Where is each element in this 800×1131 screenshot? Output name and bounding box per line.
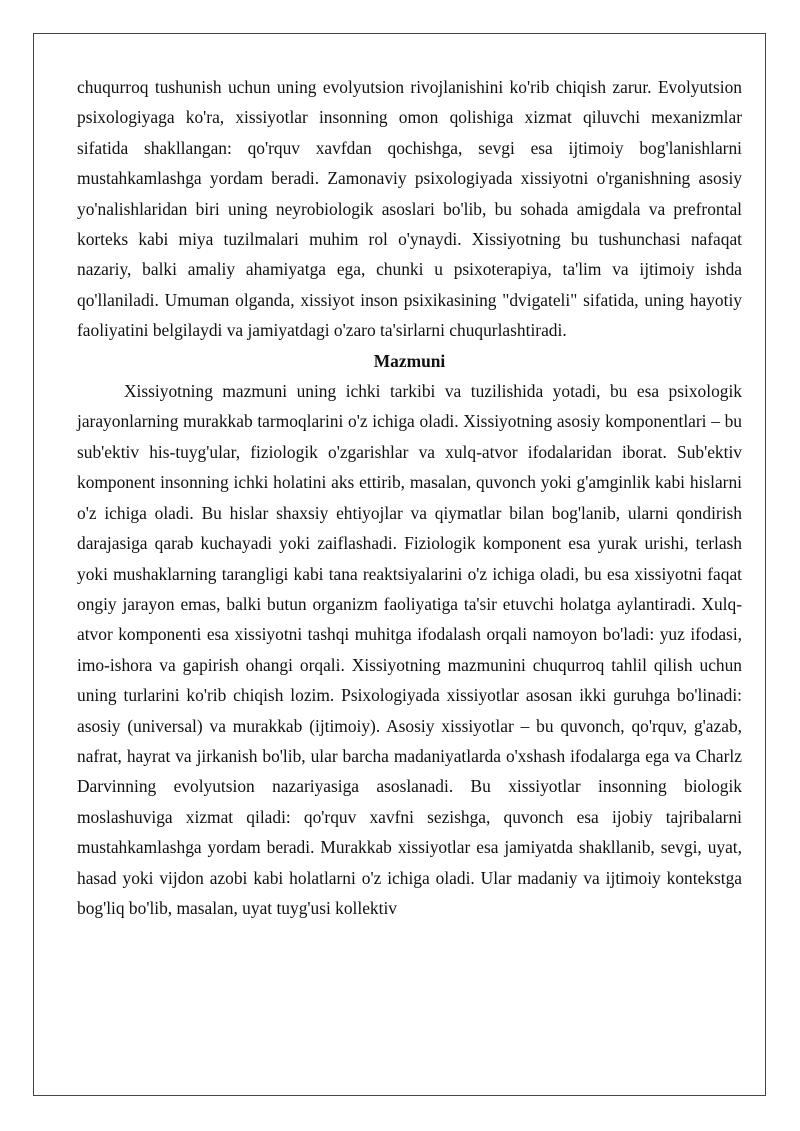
paragraph-intro-continuation: chuqurroq tushunish uchun uning evolyutsion rivojlanishini ko'rib chiqish zarur. Evolyutsion psixologiyaga ko'ra, xissiyotlar insonning omon qolishiga xizmat qiluvchi mexanizmlar sifatida shakllangan: qo'rquv xavfdan qochishga, sevgi esa ijtimoiy bog'lanishlarni mustahkamlashga yordam beradi. Zamonaviy psixologiyada xissiyotni o'rganishning asosiy yo'nalishlaridan biri uning neyrobiologik asoslari bo'lib, bu sohada amigdala va prefrontal korteks kabi miya tuzilmalari muhim rol o'ynaydi. Xissiyotning bu tushunchasi nafaqat nazariy, balki amaliy ahamiyatga ega, chunki u psixoterapiya, ta'lim va ijtimoiy ishda qo'llaniladi. Umuman olganda, xissiyot inson psixikasining "dvigateli" sifatida, uning hayotiy faoliyatini belgilaydi va jamiyatdagi o'zaro ta'sirlarni chuqurlashtiradi. (77, 77, 742, 341)
paragraph-content: Xissiyotning mazmuni uning ichki tarkibi va tuzilishida yotadi, bu esa psixologik jarayonlarning murakkab tarmoqlarini o'z ichiga oladi. Xissiyotning asosiy komponentlari – bu sub'ektiv his-tuyg'ular, fiziologik o'zgarishlar va xulq-atvor ifodalaridan iborat. Sub'ektiv komponent insonning ichki holatini aks ettirib, masalan, quvonch yoki g'amginlik kabi hislarni o'z ichiga oladi. Bu hislar shaxsiy ehtiyojlar va qiymatlar bilan bog'lanib, ularni qondirish darajasiga qarab kuchayadi yoki zaiflashadi. Fiziologik komponent esa yurak urishi, terlash yoki mushaklarning tarangligi kabi tana reaktsiyalarini o'z ichiga oladi, bu esa xissiyotni faqat ongiy jarayon emas, balki butun organizm faoliyatiga ta'sir etuvchi holatga aylantiradi. Xulq-atvor komponenti esa xissiyotni tashqi muhitga ifodalash orqali namoyon bo'ladi: yuz ifodasi, imo-ishora va gapirish ohangi orqali. Xissiyotning mazmunini chuqurroq tahlil qilish uchun uning turlarini ko'rib chiqish lozim. Psixologiyada xissiyotlar asosan ikki guruhga bo'linadi: asosiy (universal) va murakkab (ijtimoiy). Asosiy xissiyotlar – bu quvonch, qo'rquv, g'azab, nafrat, hayrat va jirkanish bo'lib, ular barcha madaniyatlarda o'xshash ifodalarga ega va Charlz Darvinning evolyutsion nazariyasiga asoslanadi. Bu xissiyotlar insonning biologik moslashuviga xizmat qiladi: qo'rquv xavfni sezishga, quvonch esa ijobiy tajribalarni mustahkamlashga yordam beradi. Murakkab xissiyotlar esa jamiyatda shakllanib, sevgi, uyat, hasad yoki vijdon azobi kabi holatlarni o'z ichiga oladi. Ular madaniy va ijtimoiy kontekstga bog'liq bo'lib, masalan, uyat tuyg'usi kollektiv (77, 381, 742, 918)
document-body (77, 72, 742, 923)
section-heading: Mazmuni (373, 350, 446, 371)
